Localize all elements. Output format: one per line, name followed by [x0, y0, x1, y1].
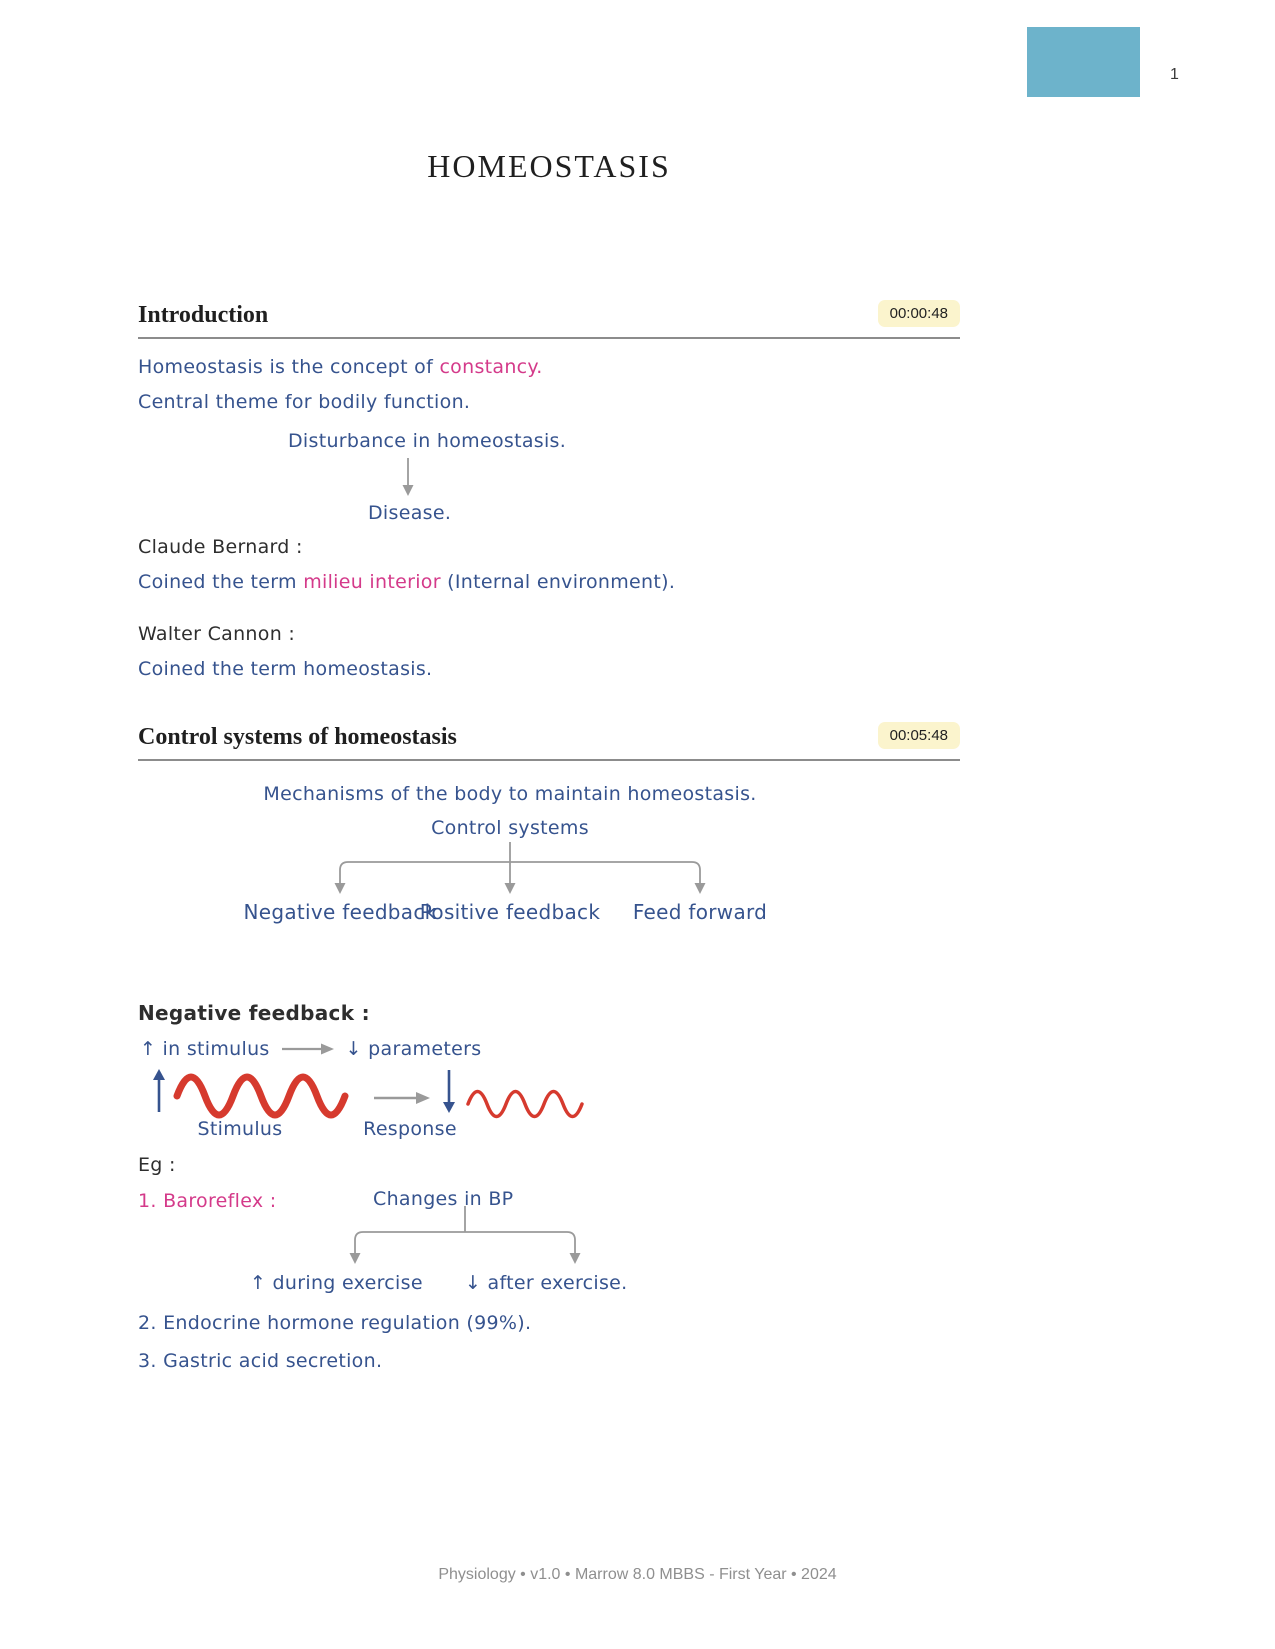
stimulus-wave-label: Stimulus	[197, 1118, 283, 1140]
control-heading: Control systems of homeostasis	[138, 724, 457, 750]
response-wave-icon	[464, 1082, 584, 1120]
concept-prefix: Homeostasis is the concept of	[138, 356, 434, 378]
control-tree-branch-icon	[138, 842, 960, 896]
flow-cause-label: Disturbance in homeostasis.	[288, 430, 567, 452]
page-title: HOMEOSTASIS	[427, 148, 671, 184]
page-footer: Physiology • v1.0 • Marrow 8.0 MBBS - First Year • 2024	[438, 1566, 837, 1583]
bp-tree-branch-icon	[138, 1206, 638, 1266]
response-wave-label: Response	[363, 1118, 457, 1140]
bp-after-exercise: ↓ after exercise.	[465, 1272, 628, 1294]
control-section-header	[138, 722, 960, 761]
example2-line: 2. Endocrine hormone regulation (99%).	[138, 1312, 532, 1334]
stimulus-phrase: ↑ in stimulus	[140, 1038, 270, 1060]
tree-root-label: Control systems	[431, 817, 589, 839]
bernard-prefix: Coined the term	[138, 571, 297, 593]
concept-line	[138, 356, 543, 378]
bernard-suffix: (Internal environment).	[447, 571, 676, 593]
introduction-heading: Introduction	[138, 302, 269, 328]
page-number: 1	[1170, 66, 1179, 83]
down-arrow-icon	[399, 458, 417, 498]
concept-term: constancy.	[439, 356, 543, 378]
right-arrow-icon	[280, 1042, 336, 1056]
eg-label: Eg :	[138, 1154, 176, 1176]
right-arrow-icon	[372, 1090, 432, 1106]
parameter-phrase: ↓ parameters	[345, 1038, 482, 1060]
bernard-name: Claude Bernard :	[138, 536, 303, 558]
example3-line: 3. Gastric acid secretion.	[138, 1350, 383, 1372]
branch-feed-forward: Feed forward	[632, 900, 768, 924]
decrease-arrow-icon	[440, 1068, 458, 1114]
flow-effect-label: Disease.	[368, 502, 452, 524]
stimulus-parameter-line	[140, 1038, 481, 1060]
control-definition: Mechanisms of the body to maintain homeostasis.	[263, 783, 757, 805]
branch-negative-feedback: Negative feedback	[243, 900, 437, 924]
intro-timestamp-badge[interactable]: 00:00:48	[878, 300, 960, 327]
control-timestamp-badge[interactable]: 00:05:48	[878, 722, 960, 749]
bp-during-exercise: ↑ during exercise	[250, 1272, 423, 1294]
cannon-name: Walter Cannon :	[138, 623, 296, 645]
baroreflex-term: 1. Baroreflex :	[138, 1190, 277, 1212]
branch-positive-feedback: Positive feedback	[419, 900, 601, 924]
brand-color-block	[1027, 27, 1140, 97]
cannon-note: Coined the term homeostasis.	[138, 658, 433, 680]
introduction-section-header	[138, 300, 960, 339]
bernard-term: milieu interior	[303, 571, 441, 593]
central-theme-line: Central theme for bodily function.	[138, 391, 471, 413]
bernard-line	[138, 571, 675, 593]
increase-arrow-icon	[150, 1068, 168, 1114]
stimulus-wave-icon	[172, 1066, 356, 1122]
negative-feedback-heading: Negative feedback :	[138, 1001, 370, 1025]
bp-node-label: Changes in BP	[373, 1188, 514, 1210]
